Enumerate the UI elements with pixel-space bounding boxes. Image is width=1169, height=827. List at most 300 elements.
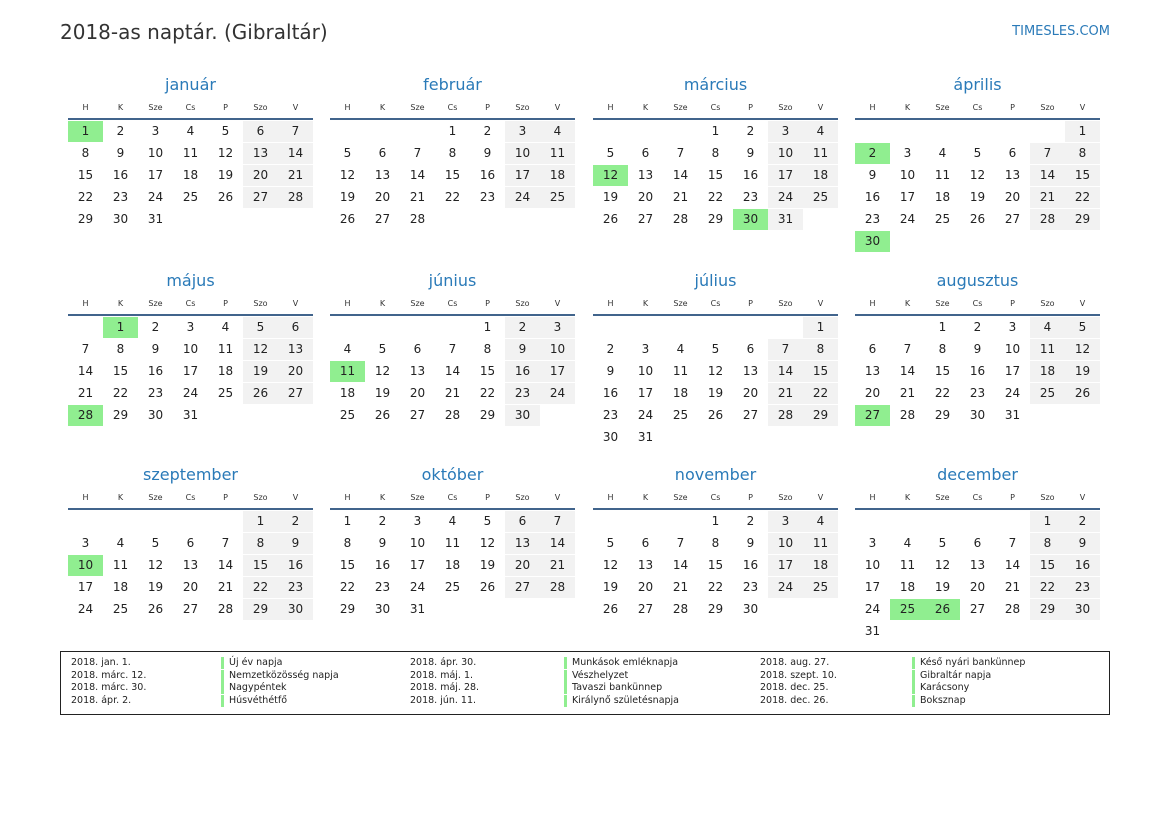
weekday-header: K bbox=[642, 103, 649, 112]
legend-date: 2018. márc. 30. bbox=[71, 682, 147, 693]
day-cell: 19 bbox=[707, 386, 724, 400]
day-cell: 20 bbox=[637, 580, 654, 594]
day-cell: 25 bbox=[182, 190, 199, 204]
month-3 bbox=[593, 74, 838, 244]
day-cell: 15 bbox=[707, 168, 724, 182]
day-cell: 10 bbox=[768, 533, 803, 554]
day-cell: 10 bbox=[505, 143, 540, 164]
day-cell: 31 bbox=[768, 209, 803, 230]
day-cell: 3 bbox=[413, 514, 422, 528]
day-cell: 17 bbox=[768, 165, 803, 186]
day-cell: 4 bbox=[938, 146, 947, 160]
day-cell: 22 bbox=[243, 577, 278, 598]
day-cell: 23 bbox=[112, 190, 129, 204]
day-cell: 29 bbox=[479, 408, 496, 422]
holiday-day-cell: 10 bbox=[68, 555, 103, 576]
day-cell: 26 bbox=[147, 602, 164, 616]
weekday-header: V bbox=[292, 493, 299, 502]
month-5 bbox=[68, 270, 313, 440]
day-cell: 9 bbox=[1065, 533, 1100, 554]
weekday-header: H bbox=[869, 103, 876, 112]
weekday-header: K bbox=[117, 299, 124, 308]
day-cell: 5 bbox=[221, 124, 230, 138]
day-cell: 1 bbox=[343, 514, 352, 528]
weekday-header: K bbox=[904, 299, 911, 308]
day-cell: 23 bbox=[742, 580, 759, 594]
day-cell: 7 bbox=[1008, 536, 1017, 550]
day-cell: 24 bbox=[768, 187, 803, 208]
day-cell: 2 bbox=[505, 317, 540, 338]
weekday-header: Cs bbox=[710, 493, 721, 502]
header-rule bbox=[593, 118, 838, 120]
day-cell: 4 bbox=[903, 536, 912, 550]
day-cell: 8 bbox=[243, 533, 278, 554]
day-cell: 26 bbox=[1065, 383, 1100, 404]
holiday-day-cell: 28 bbox=[68, 405, 103, 426]
weekday-header: H bbox=[82, 103, 89, 112]
weekday-header: P bbox=[1010, 103, 1015, 112]
day-cell: 11 bbox=[1030, 339, 1065, 360]
day-cell: 13 bbox=[409, 364, 426, 378]
weekday-header: Szo bbox=[515, 299, 530, 308]
day-cell: 23 bbox=[969, 386, 986, 400]
weekday-header: V bbox=[1079, 299, 1086, 308]
day-cell: 22 bbox=[1030, 577, 1065, 598]
day-cell: 5 bbox=[606, 146, 615, 160]
weekday-header: K bbox=[904, 493, 911, 502]
day-cell: 13 bbox=[243, 143, 278, 164]
day-cell: 13 bbox=[278, 339, 313, 360]
day-cell: 8 bbox=[803, 339, 838, 360]
day-cell: 5 bbox=[711, 342, 720, 356]
day-cell: 1 bbox=[803, 317, 838, 338]
day-cell: 2 bbox=[278, 511, 313, 532]
day-cell: 22 bbox=[934, 386, 951, 400]
day-cell: 21 bbox=[899, 386, 916, 400]
day-cell: 26 bbox=[602, 602, 619, 616]
day-cell: 23 bbox=[864, 212, 881, 226]
day-cell: 25 bbox=[672, 408, 689, 422]
day-cell: 12 bbox=[479, 536, 496, 550]
day-cell: 9 bbox=[151, 342, 160, 356]
weekday-header: P bbox=[1010, 493, 1015, 502]
day-cell: 28 bbox=[672, 602, 689, 616]
day-cell: 25 bbox=[339, 408, 356, 422]
day-cell: 3 bbox=[1008, 320, 1017, 334]
day-cell: 29 bbox=[339, 602, 356, 616]
day-cell: 12 bbox=[217, 146, 234, 160]
day-cell: 19 bbox=[147, 580, 164, 594]
day-cell: 26 bbox=[243, 383, 278, 404]
month-name: október bbox=[421, 465, 484, 484]
day-cell: 2 bbox=[378, 514, 387, 528]
day-cell: 16 bbox=[864, 190, 881, 204]
weekday-header: Sze bbox=[935, 299, 950, 308]
day-cell: 4 bbox=[343, 342, 352, 356]
day-cell: 23 bbox=[742, 190, 759, 204]
day-cell: 1 bbox=[1065, 121, 1100, 142]
legend-date: 2018. ápr. 30. bbox=[410, 657, 477, 668]
day-cell: 11 bbox=[182, 146, 199, 160]
day-cell: 29 bbox=[1030, 599, 1065, 620]
day-cell: 9 bbox=[278, 533, 313, 554]
day-cell: 14 bbox=[672, 558, 689, 572]
holiday-day-cell: 25 bbox=[890, 599, 925, 620]
weekday-header: Szo bbox=[515, 103, 530, 112]
month-name: május bbox=[166, 271, 215, 290]
day-cell: 24 bbox=[768, 577, 803, 598]
day-cell: 14 bbox=[768, 361, 803, 382]
day-cell: 1 bbox=[711, 514, 720, 528]
weekday-header: V bbox=[1079, 493, 1086, 502]
weekday-header: V bbox=[817, 103, 824, 112]
month-2 bbox=[330, 74, 575, 244]
day-cell: 1 bbox=[938, 320, 947, 334]
weekday-header: Sze bbox=[148, 493, 163, 502]
day-cell: 14 bbox=[217, 558, 234, 572]
day-cell: 12 bbox=[339, 168, 356, 182]
day-cell: 26 bbox=[602, 212, 619, 226]
weekday-header: V bbox=[817, 299, 824, 308]
legend-date: 2018. máj. 1. bbox=[410, 669, 474, 681]
day-cell: 28 bbox=[1004, 602, 1021, 616]
weekday-header: Szo bbox=[1040, 299, 1055, 308]
header-rule bbox=[330, 508, 575, 510]
day-cell: 20 bbox=[864, 386, 881, 400]
legend-date: 2018. dec. 25. bbox=[760, 682, 829, 693]
day-cell: 12 bbox=[602, 558, 619, 572]
weekday-header: H bbox=[869, 493, 876, 502]
weekday-header: K bbox=[642, 493, 649, 502]
day-cell: 26 bbox=[217, 190, 234, 204]
day-cell: 3 bbox=[768, 511, 803, 532]
day-cell: 7 bbox=[1030, 143, 1065, 164]
day-cell: 7 bbox=[676, 536, 685, 550]
day-cell: 10 bbox=[899, 168, 916, 182]
day-cell: 7 bbox=[540, 511, 575, 532]
day-cell: 28 bbox=[672, 212, 689, 226]
weekday-header: H bbox=[607, 103, 614, 112]
day-cell: 31 bbox=[409, 602, 426, 616]
day-cell: 13 bbox=[864, 364, 881, 378]
day-cell: 5 bbox=[378, 342, 387, 356]
weekday-header: Sze bbox=[673, 299, 688, 308]
day-cell: 15 bbox=[1065, 165, 1100, 186]
day-cell: 30 bbox=[147, 408, 164, 422]
holiday-day-cell: 27 bbox=[855, 405, 890, 426]
day-cell: 23 bbox=[374, 580, 391, 594]
day-cell: 30 bbox=[374, 602, 391, 616]
day-cell: 31 bbox=[1004, 408, 1021, 422]
day-cell: 9 bbox=[378, 536, 387, 550]
day-cell: 6 bbox=[505, 511, 540, 532]
day-cell: 12 bbox=[707, 364, 724, 378]
day-cell: 8 bbox=[343, 536, 352, 550]
legend-date: 2018. aug. 27. bbox=[760, 657, 830, 668]
day-cell: 8 bbox=[448, 146, 457, 160]
day-cell: 26 bbox=[374, 408, 391, 422]
day-cell: 22 bbox=[707, 190, 724, 204]
day-cell: 9 bbox=[483, 146, 492, 160]
day-cell: 28 bbox=[540, 577, 575, 598]
day-cell: 10 bbox=[1004, 342, 1021, 356]
day-cell: 9 bbox=[606, 364, 615, 378]
day-cell: 22 bbox=[479, 386, 496, 400]
day-cell: 26 bbox=[339, 212, 356, 226]
day-cell: 25 bbox=[217, 386, 234, 400]
legend-holiday-name: Királynő születésnapja bbox=[564, 695, 679, 707]
weekday-header: H bbox=[82, 493, 89, 502]
day-cell: 8 bbox=[1030, 533, 1065, 554]
day-cell: 17 bbox=[864, 580, 881, 594]
weekday-header: P bbox=[223, 103, 228, 112]
day-cell: 27 bbox=[742, 408, 759, 422]
day-cell: 7 bbox=[768, 339, 803, 360]
day-cell: 27 bbox=[969, 602, 986, 616]
day-cell: 9 bbox=[746, 146, 755, 160]
site-link[interactable]: TIMESLES.COM bbox=[1012, 24, 1110, 39]
legend-holiday-name: Nagypéntek bbox=[221, 682, 287, 694]
month-name: december bbox=[937, 465, 1018, 484]
day-cell: 11 bbox=[899, 558, 916, 572]
weekday-header: V bbox=[817, 493, 824, 502]
day-cell: 22 bbox=[339, 580, 356, 594]
day-cell: 5 bbox=[343, 146, 352, 160]
day-cell: 19 bbox=[969, 190, 986, 204]
day-cell: 21 bbox=[409, 190, 426, 204]
month-10 bbox=[330, 464, 575, 634]
day-cell: 21 bbox=[540, 555, 575, 576]
weekday-header: P bbox=[748, 299, 753, 308]
day-cell: 2 bbox=[116, 124, 125, 138]
day-cell: 15 bbox=[77, 168, 94, 182]
day-cell: 8 bbox=[711, 536, 720, 550]
day-cell: 10 bbox=[864, 558, 881, 572]
weekday-header: K bbox=[379, 493, 386, 502]
day-cell: 19 bbox=[602, 190, 619, 204]
day-cell: 5 bbox=[938, 536, 947, 550]
legend-holiday-name: Nemzetközösség napja bbox=[221, 670, 339, 682]
day-cell: 31 bbox=[864, 624, 881, 638]
day-cell: 2 bbox=[151, 320, 160, 334]
day-cell: 27 bbox=[505, 577, 540, 598]
legend-holiday-name: Késő nyári bankünnep bbox=[912, 657, 1025, 669]
day-cell: 27 bbox=[278, 383, 313, 404]
day-cell: 8 bbox=[938, 342, 947, 356]
day-cell: 21 bbox=[672, 580, 689, 594]
weekday-header: V bbox=[554, 493, 561, 502]
day-cell: 8 bbox=[1065, 143, 1100, 164]
weekday-header: Sze bbox=[673, 493, 688, 502]
day-cell: 6 bbox=[186, 536, 195, 550]
day-cell: 19 bbox=[1065, 361, 1100, 382]
day-cell: 11 bbox=[217, 342, 234, 356]
holiday-day-cell: 30 bbox=[733, 209, 768, 230]
day-cell: 28 bbox=[768, 405, 803, 426]
day-cell: 17 bbox=[540, 361, 575, 382]
weekday-header: Sze bbox=[148, 299, 163, 308]
day-cell: 13 bbox=[374, 168, 391, 182]
day-cell: 14 bbox=[672, 168, 689, 182]
weekday-header: Sze bbox=[935, 493, 950, 502]
day-cell: 15 bbox=[707, 558, 724, 572]
legend-date: 2018. ápr. 2. bbox=[71, 694, 132, 706]
legend-holiday-name: Karácsony bbox=[912, 682, 969, 694]
day-cell: 16 bbox=[147, 364, 164, 378]
weekday-header: P bbox=[485, 299, 490, 308]
day-cell: 30 bbox=[742, 602, 759, 616]
day-cell: 14 bbox=[444, 364, 461, 378]
day-cell: 17 bbox=[768, 555, 803, 576]
month-name: június bbox=[428, 271, 477, 290]
day-cell: 13 bbox=[742, 364, 759, 378]
day-cell: 18 bbox=[112, 580, 129, 594]
weekday-header: Sze bbox=[673, 103, 688, 112]
header-rule bbox=[330, 118, 575, 120]
month-11 bbox=[593, 464, 838, 634]
day-cell: 28 bbox=[899, 408, 916, 422]
weekday-header: K bbox=[117, 493, 124, 502]
weekday-header: Cs bbox=[972, 103, 983, 112]
day-cell: 16 bbox=[602, 386, 619, 400]
day-cell: 12 bbox=[934, 558, 951, 572]
day-cell: 13 bbox=[637, 168, 654, 182]
header-rule bbox=[68, 314, 313, 316]
day-cell: 1 bbox=[483, 320, 492, 334]
day-cell: 3 bbox=[81, 536, 90, 550]
weekday-header: Cs bbox=[447, 493, 458, 502]
day-cell: 12 bbox=[1065, 339, 1100, 360]
day-cell: 21 bbox=[217, 580, 234, 594]
weekday-header: Cs bbox=[710, 299, 721, 308]
day-cell: 13 bbox=[637, 558, 654, 572]
day-cell: 5 bbox=[243, 317, 278, 338]
holiday-day-cell: 2 bbox=[855, 143, 890, 164]
weekday-header: Szo bbox=[1040, 493, 1055, 502]
weekday-header: Cs bbox=[185, 493, 196, 502]
weekday-header: Cs bbox=[972, 299, 983, 308]
day-cell: 5 bbox=[483, 514, 492, 528]
day-cell: 24 bbox=[77, 602, 94, 616]
day-cell: 3 bbox=[151, 124, 160, 138]
holiday-legend bbox=[60, 651, 1110, 715]
day-cell: 23 bbox=[505, 383, 540, 404]
legend-date: 2018. dec. 26. bbox=[760, 694, 829, 706]
day-cell: 8 bbox=[116, 342, 125, 356]
legend-holiday-name: Gibraltár napja bbox=[912, 670, 991, 682]
day-cell: 8 bbox=[711, 146, 720, 160]
day-cell: 18 bbox=[182, 168, 199, 182]
day-cell: 21 bbox=[1030, 187, 1065, 208]
day-cell: 4 bbox=[676, 342, 685, 356]
day-cell: 22 bbox=[112, 386, 129, 400]
weekday-header: K bbox=[117, 103, 124, 112]
day-cell: 13 bbox=[969, 558, 986, 572]
day-cell: 19 bbox=[374, 386, 391, 400]
weekday-header: Cs bbox=[185, 103, 196, 112]
day-cell: 17 bbox=[899, 190, 916, 204]
day-cell: 4 bbox=[448, 514, 457, 528]
day-cell: 3 bbox=[540, 317, 575, 338]
day-cell: 25 bbox=[934, 212, 951, 226]
day-cell: 16 bbox=[112, 168, 129, 182]
day-cell: 18 bbox=[339, 386, 356, 400]
day-cell: 22 bbox=[444, 190, 461, 204]
day-cell: 27 bbox=[637, 212, 654, 226]
day-cell: 29 bbox=[803, 405, 838, 426]
day-cell: 14 bbox=[1004, 558, 1021, 572]
day-cell: 22 bbox=[1065, 187, 1100, 208]
day-cell: 29 bbox=[707, 212, 724, 226]
weekday-header: Szo bbox=[1040, 103, 1055, 112]
day-cell: 19 bbox=[934, 580, 951, 594]
day-cell: 13 bbox=[505, 533, 540, 554]
day-cell: 30 bbox=[1065, 599, 1100, 620]
day-cell: 20 bbox=[637, 190, 654, 204]
day-cell: 3 bbox=[505, 121, 540, 142]
day-cell: 6 bbox=[746, 342, 755, 356]
day-cell: 2 bbox=[973, 320, 982, 334]
legend-date: 2018. máj. 28. bbox=[410, 682, 480, 693]
month-name: szeptember bbox=[142, 465, 238, 484]
day-cell: 17 bbox=[637, 386, 654, 400]
day-cell: 30 bbox=[278, 599, 313, 620]
day-cell: 9 bbox=[505, 339, 540, 360]
day-cell: 24 bbox=[899, 212, 916, 226]
day-cell: 10 bbox=[768, 143, 803, 164]
header-rule bbox=[68, 118, 313, 120]
day-cell: 24 bbox=[637, 408, 654, 422]
weekday-header: Szo bbox=[778, 493, 793, 502]
day-cell: 19 bbox=[602, 580, 619, 594]
day-cell: 7 bbox=[81, 342, 90, 356]
day-cell: 22 bbox=[77, 190, 94, 204]
weekday-header: K bbox=[379, 103, 386, 112]
day-cell: 11 bbox=[112, 558, 129, 572]
day-cell: 20 bbox=[182, 580, 199, 594]
day-cell: 3 bbox=[768, 121, 803, 142]
page-title: 2018-as naptár. (Gibraltár) bbox=[60, 20, 328, 44]
day-cell: 6 bbox=[243, 121, 278, 142]
day-cell: 9 bbox=[746, 536, 755, 550]
legend-holiday-name: Tavaszi bankünnep bbox=[564, 682, 662, 694]
day-cell: 13 bbox=[182, 558, 199, 572]
day-cell: 12 bbox=[147, 558, 164, 572]
weekday-header: Szo bbox=[253, 493, 268, 502]
day-cell: 23 bbox=[278, 577, 313, 598]
weekday-header: Sze bbox=[410, 299, 425, 308]
header-rule bbox=[593, 314, 838, 316]
day-cell: 17 bbox=[147, 168, 164, 182]
day-cell: 14 bbox=[899, 364, 916, 378]
day-cell: 16 bbox=[479, 168, 496, 182]
day-cell: 11 bbox=[444, 536, 461, 550]
day-cell: 18 bbox=[217, 364, 234, 378]
day-cell: 25 bbox=[444, 580, 461, 594]
day-cell: 27 bbox=[409, 408, 426, 422]
day-cell: 2 bbox=[1065, 511, 1100, 532]
day-cell: 8 bbox=[81, 146, 90, 160]
day-cell: 29 bbox=[934, 408, 951, 422]
day-cell: 27 bbox=[374, 212, 391, 226]
day-cell: 30 bbox=[112, 212, 129, 226]
weekday-header: P bbox=[223, 299, 228, 308]
day-cell: 24 bbox=[540, 383, 575, 404]
day-cell: 22 bbox=[707, 580, 724, 594]
day-cell: 1 bbox=[1030, 511, 1065, 532]
day-cell: 20 bbox=[969, 580, 986, 594]
day-cell: 19 bbox=[217, 168, 234, 182]
